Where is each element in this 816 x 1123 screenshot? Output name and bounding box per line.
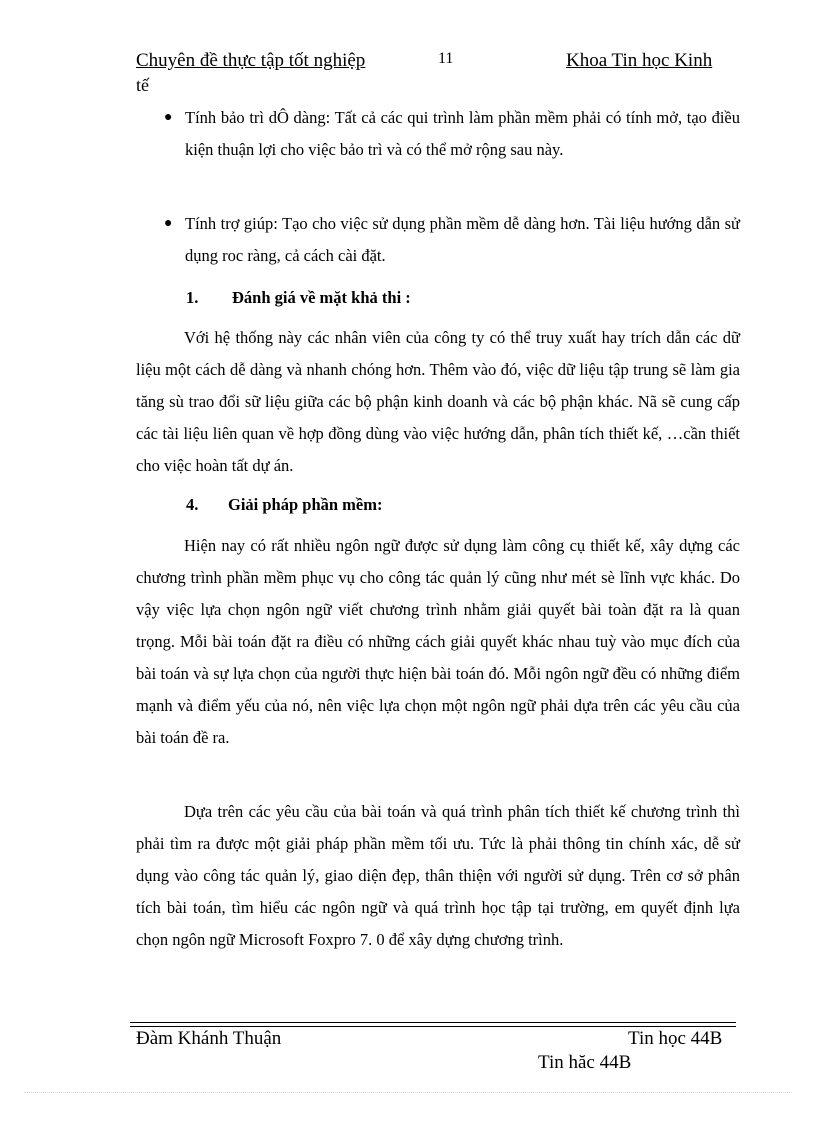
page-edge-divider (24, 1092, 792, 1093)
section-number: 4. (186, 495, 199, 514)
page-number: 11 (438, 50, 454, 67)
section-title: Đánh giá về mặt khả thi : (232, 288, 411, 307)
section-number: 1. (186, 288, 199, 307)
bullet-item (164, 208, 740, 272)
paragraph: Dựa trên các yêu cầu của bài toán và quá trình phân tích thiết kế chương trình thì phải tìm ra được một giải pháp phần mềm tối ưu. Tức là phải thông tin chính xác, dễ sử dụng vào công tác quản lý, giao diện đẹp, thân thiện với người sử dụng. Trên cơ sở phân tích bài toán, tìm hiểu các ngôn ngữ và quá trình học tập tại trường, em quyết định lựa chọn ngôn ngữ Microsoft Foxpro 7. 0 để xây dựng chương trình. (136, 802, 740, 949)
section-title: Giải pháp phần mềm: (228, 495, 383, 514)
paragraph: Với hệ thống này các nhân viên của công ty có thể truy xuất hay trích dẫn các dữ liệu một cách dễ dàng và nhanh chóng hơn. Thêm vào đó, việc dữ liệu tập trung sẽ làm gia tăng sù trao đổi sữ liệu giữa các bộ phận kinh doanh và các bộ phận khác. Nã sẽ cung cấp các tài liệu liên quan về hợp đồng dùng vào việc hướng dẫn, phân tích thiết kế, …cần thiết cho việc hoàn tất dự án. (136, 328, 740, 475)
bullet-dot-icon: ● (164, 110, 173, 125)
header-right-title: Khoa Tin học Kinh (566, 50, 713, 71)
footer-divider (130, 1026, 736, 1027)
header-left-title: Chuyên đề thực tập tốt nghiệp (136, 50, 366, 71)
paragraph: Hiện nay có rất nhiều ngôn ngữ được sử dụng làm công cụ thiết kế, xây dựng các chương trình phần mềm phục vụ cho công tác quản lý cũng như mét sè lĩnh vực khác. Do vậy việc lựa chọn ngôn ngữ viết chương trình nhằm giải quyết bài toàn đặt ra là quan trọng. Mỗi bài toán đặt ra điều có những cách giải quyết khác nhau tuỳ vào mục đích của bài toán và sự lựa chọn của người thực hiện bài toán đó. Mỗi ngôn ngữ đều có những điểm mạnh và điểm yếu của nó, nên việc lựa chọn một ngôn ngữ phải dựa trên các yêu cầu của bài toán đề ra. (136, 536, 740, 747)
header-right-wrap: tế (136, 75, 149, 95)
bullet-text: Tính bảo trì dÔ dàng: Tất cả các qui trình làm phần mềm phải có tính mở, tạo điều kiện thuận lợi cho việc bảo trì và có thể mở rộng sau này. (185, 108, 740, 159)
footer-divider (130, 1022, 736, 1023)
footer-author: Đàm Khánh Thuận (136, 1028, 282, 1049)
bullet-item (164, 102, 740, 166)
footer-class-duplicate: Tin hăc 44B (538, 1052, 632, 1073)
footer-class: Tin học 44B (628, 1028, 723, 1049)
bullet-text: Tính trợ giúp: Tạo cho việc sử dụng phần mềm dễ dàng hơn. Tài liệu hướng dẫn sử dụng roc ràng, cả cách cài đặt. (185, 214, 740, 265)
bullet-dot-icon: ● (164, 216, 173, 231)
